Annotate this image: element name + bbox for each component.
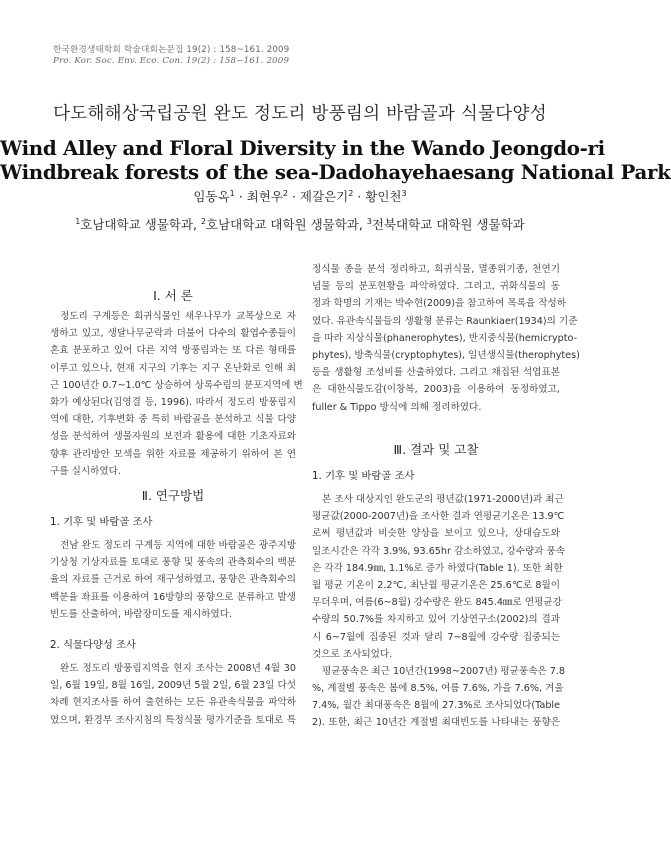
text-line: 역에 대한, 기후변화 중 특히 바람골을 분석하고 식물 다양 [50,414,296,426]
text-line: 백분율 좌표를 이용하여 16방향의 풍향으로 분류하고 발생 [50,591,296,603]
text-line: 생하고 있고, 생달나무군락과 더불어 다수의 활엽수종들이 [50,328,296,340]
text-line: 은 대한식물도감(이창복, 2003)을 이용하여 동정하였고, [312,384,560,396]
methods-climate-paragraph [50,537,296,623]
text-line: 화가 예상된다(김영결 등, 1996). 따라서 정도리 방풍림지 [50,396,296,408]
affiliation-mark: 3 [366,217,372,226]
affiliation: 호남대학교 생물학과, [80,217,201,232]
title-english-line-1: Wind Alley and Floral Diversity in the Wando Jeongdo-ri [0,136,605,160]
text-line: fuller & Tippo 방식에 의해 정리하였다. [312,401,482,413]
text-line: 율의 자료를 근거로 하여 재구성하였고, 풍향은 관측회수의 [50,574,296,586]
author-name: 제갈은기 [299,189,349,204]
text-line: 완도 정도리 방풍림지역을 현지 조사는 2008년 4월 30 [60,663,296,674]
text-line: 정과 학명의 기재는 박수현(2009)을 참고하여 목록을 작성하 [312,298,567,310]
subsection-heading-plant-diversity: 2. 식물다양성 조사 [50,639,136,651]
text-line: 였다. 유관속식물들의 생활형 분류는 Raunkiaer(1934)의 기준 [312,315,578,327]
text-line: %, 계절별 풍속은 봄에 8.5%, 여름 7.6%, 가을 7.6%, 겨울 [312,683,564,695]
text-line: 7.4%, 월간 최대풍속은 8월에 27.3%로 조사되었다(Table [312,700,560,712]
text-line: 차례 현지조사를 하여 출현하는 모든 유관속식물을 파악하 [50,697,296,709]
section-heading-introduction: Ⅰ. 서 론 [153,288,193,303]
text-line: 시 6~7월에 집중된 것과 달리 7~8월에 강수량 집중되는 [312,631,560,643]
affiliation-mark: 1 [75,217,81,226]
text-line: 월 평균 기온이 2.2℃, 최난월 평균기온은 25.6℃로 8월이 [312,579,560,591]
text-line: 은 각각 184.9㎜, 1.1%로 증가 하였다(Table 1). 또한 최한 [312,562,563,574]
text-line: 념물 등의 분포현황을 파악하였다. 그리고, 귀화식물의 동 [312,281,560,293]
text-line: 수량의 50.7%를 차지하고 있어 기상연구소(2002)의 결과 [312,614,560,626]
author-affiliation-mark: 2 [282,189,288,198]
text-line: 근 100년간 0.7~1.0℃ 상승하여 상록수림의 분포지역에 변 [50,379,303,391]
text-line: 구를 실시하였다. [50,465,121,477]
text-line: 무더우며, 여름(6~8월) 강수량은 완도 845.4㎜로 연평균강 [312,597,562,609]
text-line: 로써 평년값과 비슷한 양상을 보이고 있으나, 상대습도와 [312,528,560,540]
title-english-line-2: Windbreak forests of the sea-Dadohayehaesang National Park [0,160,671,184]
affiliation-list [0,215,600,233]
results-climate-paragraph [312,491,566,732]
affiliation: 호남대학교 대학원 생물학과, [206,217,367,232]
affiliation-mark: 2 [200,217,207,226]
section-heading-results: Ⅲ. 결과 및 고찰 [393,442,479,457]
author-affiliation-mark: 3 [401,189,407,198]
methods-continued-paragraph [312,261,580,416]
author-list: 임동옥$^1$ · 최현우$^2$ · 제갈은기$^2$ · 황인천$^3$ [193,189,407,204]
journal-header-korean: 한국환경생태학회 학술대회논문집 19(2) : 158~161. 2009 [53,45,290,55]
text-line: 빈도를 산출하여, 바람장미도를 제시하였다. [50,608,233,620]
text-line: 정도리 구계등은 희귀식물인 새우나무가 교목상으로 자 [60,311,296,322]
text-line: 정식물 종을 분석 정리하고, 희귀식물, 멸종위기종, 천연기 [312,264,560,275]
affiliation: 전북대학교 대학원 생물학과 [371,217,525,232]
text-line: 혼효 분포하고 있어 다른 지역 방풍림과는 또 다른 형태를 [50,345,296,357]
author-name: 황인천 [365,189,402,204]
introduction-paragraph [50,308,303,480]
text-line: 전남 완도 정도리 구계등 지역에 대한 바람골은 광주지방 [60,540,296,551]
subsection-heading-climate-results: 1. 기후 및 바람골 조사 [312,470,415,482]
author-affiliation-mark: 2 [348,189,354,198]
text-line: 등을 생활형 조성비를 산출하였다. 그리고 채집된 석엽표본 [312,367,560,379]
text-line: 일조시간은 각각 3.9%, 93.65hr 감소하였고, 강수량과 풍속 [312,545,566,557]
text-line: 향후 관리방안 모색을 위한 자료를 제공하기 위하여 본 연 [50,448,296,460]
text-line: 을 따라 지상식물(phanerophytes), 반지중식물(hemicrypto- [312,332,578,344]
journal-header-english: Pro. Kor. Soc. Env. Eco. Con. 19(2) : 158~161. 2009 [53,56,290,66]
text-line: 것으로 조사되었다. [312,648,393,660]
methods-plant-paragraph [50,660,296,729]
subsection-heading-climate: 1. 기후 및 바람골 조사 [50,516,153,528]
text-line: 기상청 기상자료를 토대로 풍향 및 풍속의 관측회수의 백분 [50,557,296,569]
title-korean: 다도해해상국립공원 완도 정도리 방풍림의 바람골과 식물다양성 [53,104,547,124]
text-line: 평균풍속은 최근 10년간(1998~2007년) 평균풍속은 7.8 [322,665,566,677]
author-name: 임동옥 [193,189,230,204]
text-line: 일, 6월 19일, 8월 16일, 2009년 5월 2일, 6월 23일 다섯 [50,680,296,692]
text-line: 였으며, 환경부 조사지침의 특정식물 평가기준을 토대로 특 [50,714,296,726]
text-line: 성을 분석하여 생물자원의 보전과 활용에 대한 기초자료와 [50,431,296,443]
author-affiliation-mark: 1 [229,189,235,198]
text-line: 이루고 있으나, 현재 지구의 기후는 지구 온난화로 인해 최 [50,362,296,374]
text-line: 2). 또한, 최근 10년간 계절별 최대빈도를 나타내는 풍향은 [312,717,560,729]
text-line: phytes), 방축식물(cryptophytes), 일년생식물(therophytes) [312,349,580,361]
text-line: 평균값(2000-2007년)을 조사한 결과 연평균기온은 13.9℃ [312,511,565,523]
author-name: 최현우 [246,189,283,204]
section-heading-methods: Ⅱ. 연구방법 [141,488,205,503]
text-line: 본 조사 대상지인 완도군의 평년값(1971-2000년)과 최근 [322,494,564,505]
